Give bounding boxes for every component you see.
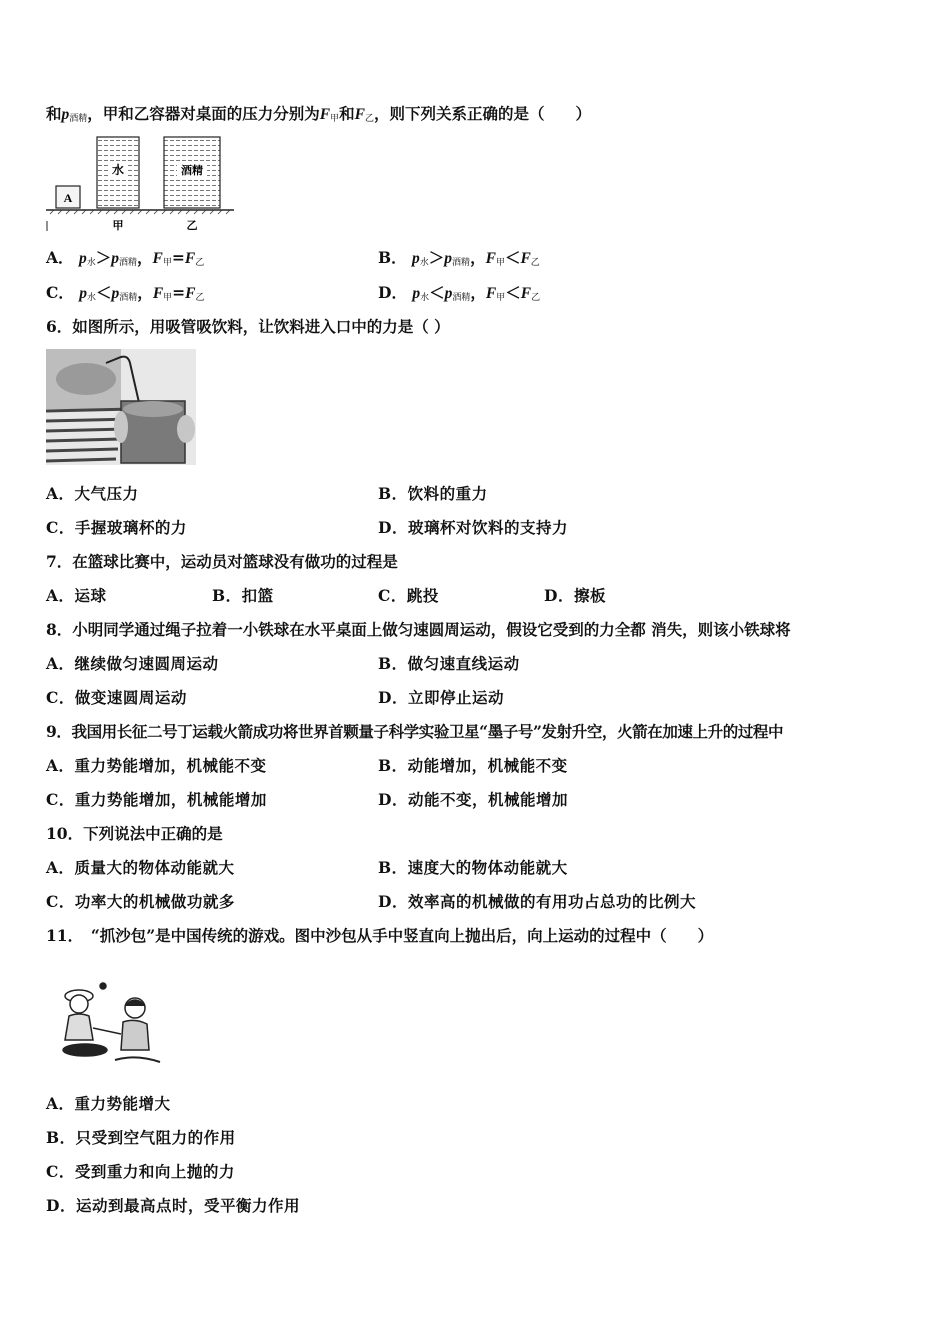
relation: = — [171, 248, 185, 267]
symbol-p: p — [412, 285, 421, 302]
mat — [63, 1044, 107, 1056]
child-right-body — [121, 1020, 149, 1050]
relation: ＜ — [96, 283, 112, 302]
symbol-p: p — [444, 250, 453, 267]
q5-stem-prefix: 和 — [46, 104, 62, 123]
symbol-F: F — [152, 285, 164, 302]
symbol-p: p — [78, 250, 87, 267]
sub-alcohol: 酒精 — [452, 258, 471, 268]
symbol-F: F — [152, 250, 163, 267]
q11-option-b: B．只受到空气阻力的作用 — [46, 1128, 236, 1147]
symbol-p: p — [79, 285, 87, 302]
q5-stem-mid: ，甲和乙容器对桌面的压力分别为 — [87, 104, 320, 123]
symbol-F: F — [185, 285, 196, 302]
symbol-p: p — [61, 106, 70, 123]
relation: ＞ — [95, 248, 112, 267]
sub-yi: 乙 — [195, 293, 205, 303]
option-key: B． — [378, 248, 407, 267]
sandbag-game-illustration — [55, 978, 165, 1070]
sub-yi: 乙 — [530, 258, 540, 268]
sub-alcohol: 酒精 — [69, 114, 88, 124]
sub-water: 水 — [420, 293, 430, 303]
q7-stem: 7．在篮球比赛中，运动员对篮球没有做功的过程是 — [46, 552, 398, 571]
q5-stem — [46, 102, 591, 124]
q10-stem: 10．下列说法中正确的是 — [46, 824, 223, 843]
sub-jia: 甲 — [162, 258, 172, 268]
symbol-p: p — [111, 285, 120, 302]
relation: ＜ — [505, 283, 521, 302]
q6-stem: 6．如图所示，用吸管吸饮料，让饮料进入口中的力是（ ） — [46, 317, 450, 336]
symbol-F: F — [485, 250, 496, 267]
q11-option-a: A．重力势能增大 — [46, 1094, 171, 1113]
sub-jia: 甲 — [163, 293, 173, 303]
q5-option-c — [46, 281, 205, 303]
option-key: C． — [46, 283, 74, 302]
symbol-F: F — [319, 106, 331, 123]
q10-option-a: A．质量大的物体动能就大 — [46, 858, 235, 877]
sub-jia: 甲 — [496, 293, 506, 303]
q5-stem-end: ，则下列关系正确的是（ ） — [374, 104, 592, 123]
q7-option-a: A．运球 — [46, 586, 107, 605]
containers-figure — [44, 133, 244, 233]
block-a-label: A — [63, 191, 73, 205]
comma: ， — [470, 248, 486, 267]
comma: ， — [136, 248, 153, 267]
sub-alcohol: 酒精 — [452, 293, 471, 303]
q8-option-b: B．做匀速直线运动 — [378, 654, 520, 673]
relation: ＞ — [428, 248, 445, 267]
q5-option-b — [378, 246, 540, 268]
relation: ＜ — [504, 248, 521, 267]
q11-option-c: C．受到重力和向上抛的力 — [46, 1162, 235, 1181]
q6-option-c: C．手握玻璃杯的力 — [46, 518, 187, 537]
child-left-body — [65, 1014, 93, 1040]
symbol-F: F — [184, 250, 196, 267]
q6-option-b: B．饮料的重力 — [378, 484, 488, 503]
q11-option-d: D．运动到最高点时，受平衡力作用 — [46, 1196, 300, 1215]
q9-stem: 9．我国用长征二号丁运载火箭成功将世界首颗量子科学实验卫星“墨子号”发射升空，火箭在加速上升的过程中 — [46, 722, 784, 741]
relation: = — [172, 283, 186, 302]
sandbag — [100, 983, 106, 989]
q6-option-a: A．大气压力 — [46, 484, 139, 503]
q8-option-d: D．立即停止运动 — [378, 688, 504, 707]
q9-option-a: A．重力势能增加，机械能不变 — [46, 756, 267, 775]
option-key: D． — [378, 283, 407, 302]
q11-stem: 11． “抓沙包”是中国传统的游戏。图中沙包从手中竖直向上抛出后，向上运动的过程中（ ） — [46, 926, 714, 945]
symbol-p: p — [444, 285, 453, 302]
q9-option-b: B．动能增加，机械能不变 — [378, 756, 568, 775]
q8-option-c: C．做变速圆周运动 — [46, 688, 187, 707]
q9-option-d: D．动能不变，机械能增加 — [378, 790, 568, 809]
q8-stem: 8．小明同学通过绳子拉着一小铁球在水平桌面上做匀速圆周运动，假设它受到的力全都 消失，则该小铁球将 — [46, 620, 791, 639]
hand — [177, 415, 195, 443]
relation: ＜ — [429, 283, 445, 302]
child-left-head — [70, 995, 88, 1013]
comma: ， — [470, 283, 486, 302]
symbol-F: F — [520, 250, 531, 267]
q6-option-d: D．玻璃杯对饮料的支持力 — [378, 518, 568, 537]
symbol-p: p — [412, 250, 420, 267]
sub-jia: 甲 — [330, 114, 340, 124]
q10-option-d: D．效率高的机械做的有用功占总功的比例大 — [378, 892, 696, 911]
sub-water: 水 — [419, 258, 429, 268]
q5-option-a — [46, 246, 204, 268]
sub-alcohol: 酒精 — [119, 293, 138, 303]
symbol-F: F — [520, 285, 532, 302]
jar-jia-name: 甲 — [112, 219, 124, 232]
jar-yi-name: 乙 — [186, 219, 198, 232]
option-key: A． — [46, 248, 74, 267]
straw-drinking-photo — [46, 349, 196, 465]
sub-alcohol: 酒精 — [118, 258, 137, 268]
sub-yi: 乙 — [195, 258, 205, 268]
sub-yi: 乙 — [531, 293, 541, 303]
q10-option-b: B．速度大的物体动能就大 — [378, 858, 568, 877]
sub-jia: 甲 — [495, 258, 505, 268]
q10-option-c: C．功率大的机械做功就多 — [46, 892, 235, 911]
q5-and: 和 — [339, 104, 355, 123]
q7-option-b: B．扣篮 — [212, 586, 274, 605]
q9-option-c: C．重力势能增加，机械能增加 — [46, 790, 267, 809]
q7-option-c: C．跳投 — [378, 586, 439, 605]
symbol-p: p — [111, 250, 119, 267]
symbol-F: F — [354, 106, 366, 123]
q7-option-d: D．擦板 — [544, 586, 606, 605]
symbol-F: F — [485, 285, 497, 302]
jar-jia-label: 水 — [111, 163, 125, 177]
sub-yi: 乙 — [365, 114, 375, 124]
jar-yi-label: 酒精 — [181, 164, 203, 177]
q5-option-d — [378, 281, 540, 303]
sub-water: 水 — [86, 258, 96, 268]
q8-option-a: A．继续做匀速圆周运动 — [46, 654, 219, 673]
comma: ， — [137, 283, 153, 302]
sub-water: 水 — [87, 293, 97, 303]
